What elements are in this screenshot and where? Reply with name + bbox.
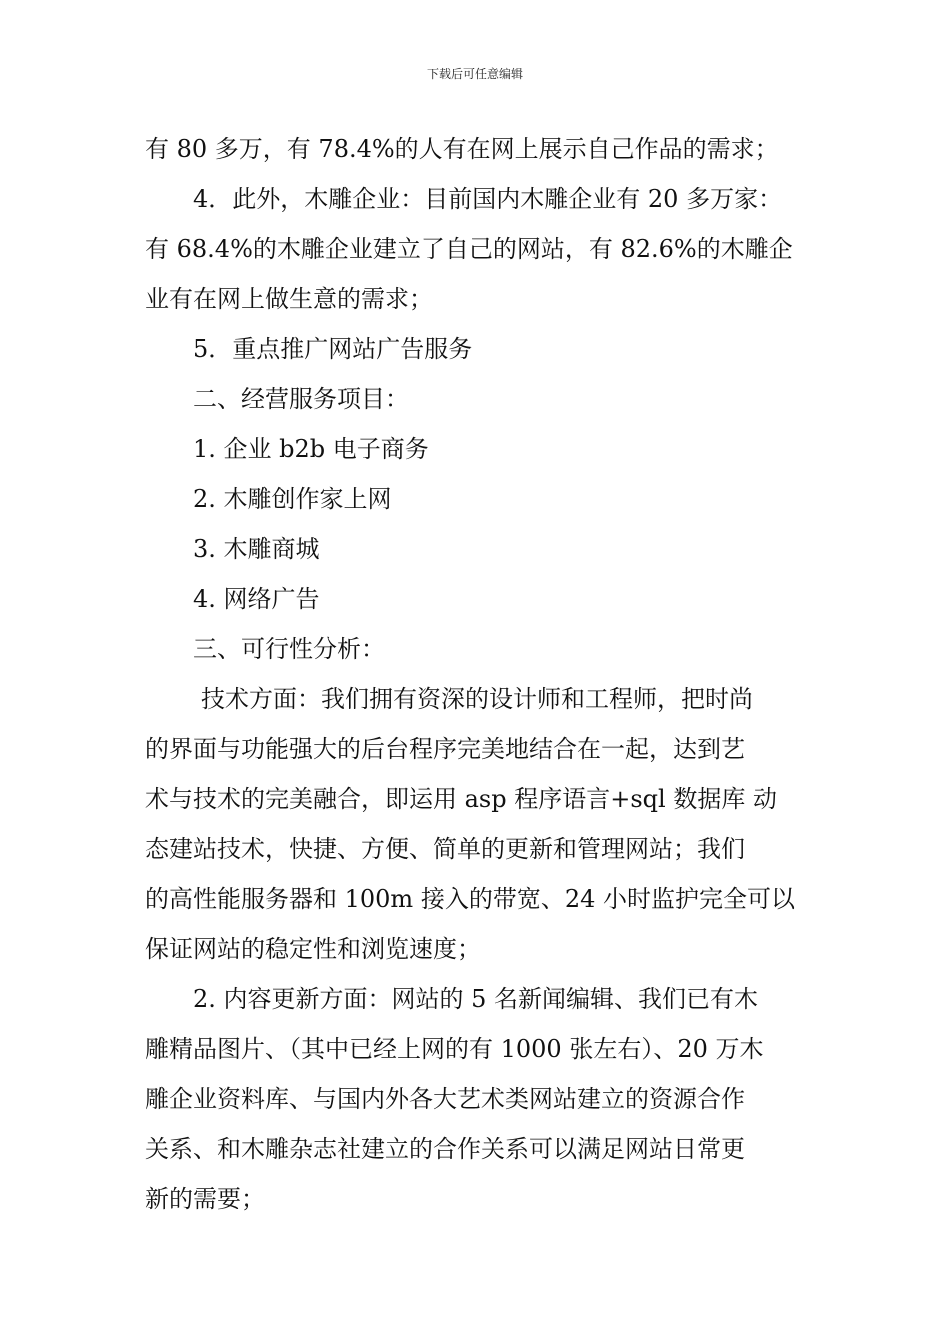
document-body [145, 124, 807, 1224]
paragraph-line: 5．重点推广网站广告服务 [193, 335, 473, 363]
page-header-note: 下载后可任意编辑 [426, 67, 523, 81]
paragraph-line: 技术方面：我们拥有资深的设计师和工程师，把时尚 [201, 685, 753, 713]
list-item: 4. 网络广告 [193, 585, 320, 613]
paragraph-line: 有 68.4%的木雕企业建立了自己的网站，有 82.6%的木雕企 [145, 235, 793, 263]
paragraph-line: 术与技术的完美融合，即运用 asp 程序语言+sql 数据库 动 [145, 785, 777, 813]
list-item: 3. 木雕商城 [193, 535, 320, 563]
paragraph-line: 业有在网上做生意的需求； [145, 285, 433, 313]
paragraph-line: 雕企业资料库、与国内外各大艺术类网站建立的资源合作 [145, 1085, 745, 1113]
paragraph-line: 的界面与功能强大的后台程序完美地结合在一起，达到艺 [145, 735, 745, 763]
paragraph-line: 的高性能服务器和 100m 接入的带宽、24 小时监护完全可以 [145, 885, 795, 913]
paragraph-line: 保证网站的稳定性和浏览速度； [145, 935, 481, 963]
paragraph-line: 2. 内容更新方面：网站的 5 名新闻编辑、我们已有木 [193, 985, 759, 1013]
list-item: 2. 木雕创作家上网 [193, 485, 392, 513]
paragraph-line: 关系、和木雕杂志社建立的合作关系可以满足网站日常更 [145, 1135, 745, 1163]
paragraph-line: 4．此外，木雕企业：目前国内木雕企业有 20 多万家： [193, 185, 783, 213]
paragraph-line: 雕精品图片、（其中已经上网的有 1000 张左右）、20 万木 [145, 1035, 764, 1063]
list-item: 1. 企业 b2b 电子商务 [193, 435, 429, 463]
paragraph-line: 新的需要； [145, 1185, 265, 1213]
section-heading: 二、经营服务项目： [193, 385, 409, 413]
section-heading: 三、可行性分析： [193, 635, 385, 663]
paragraph-line: 有 80 多万，有 78.4%的人有在网上展示自己作品的需求； [145, 135, 779, 163]
paragraph-line: 态建站技术，快捷、方便、简单的更新和管理网站；我们 [145, 835, 745, 863]
